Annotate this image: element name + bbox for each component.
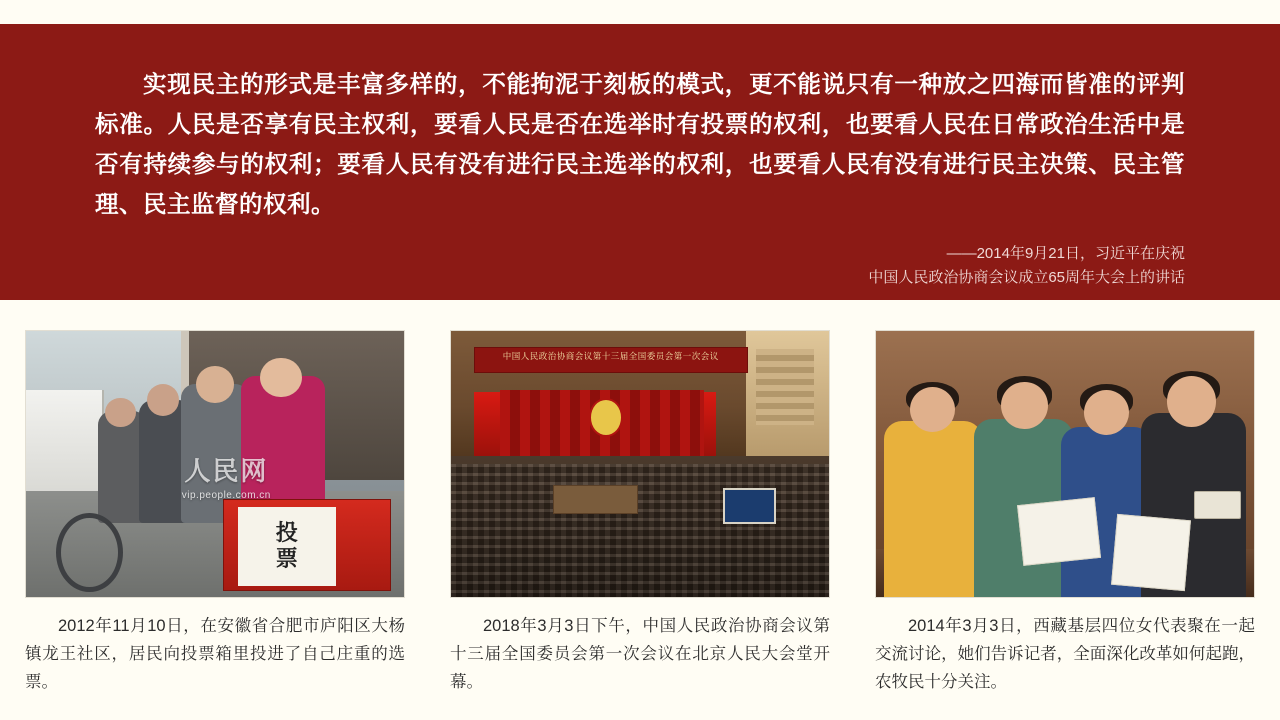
photo-wheelchair-wheel <box>56 513 123 592</box>
photo-telephone <box>1194 491 1241 520</box>
photo-caption: 2012年11月10日，在安徽省合肥市庐阳区大杨镇龙王社区，居民向投票箱里投进了自己庄重的选票。 <box>25 617 405 691</box>
photo-document-sheet <box>1111 514 1191 591</box>
quote-text: 实现民主的形式是丰富多样的，不能拘泥于刻板的模式，更不能说只有一种放之四海而皆准的评判标准。人民是否享有民主权利，要看人民是否在选举时有投票的权利，也要看人民在日常政治生活中是否有持续参与的权利；要看人民有没有进行民主选举的权利，也要看人民有没有进行民主决策、民主管理、民主监督的权利。 <box>95 71 1185 217</box>
quote-attribution <box>95 242 1185 290</box>
photo-caption: 2018年3月3日下午，中国人民政治协商会议第十三届全国委员会第一次会议在北京人民大会堂开幕。 <box>450 617 830 691</box>
photo-delegate-seats <box>451 464 829 597</box>
photo-card <box>875 330 1255 696</box>
photo-podium <box>553 485 638 514</box>
photo-caption: 2014年3月3日，西藏基层四位女代表聚在一起交流讨论，她们告诉记者，全面深化改革如何起跑，农牧民十分关注。 <box>875 617 1255 691</box>
quote-attribution-line-1: ——2014年9月21日，习近平在庆祝 <box>946 245 1185 262</box>
quote-attribution-line-2: 中国人民政治协商会议成立65周年大会上的讲话 <box>868 269 1185 286</box>
photo-tibet-delegates[interactable] <box>875 330 1255 598</box>
photo-voting-box[interactable] <box>25 330 405 598</box>
photo-card <box>450 330 830 696</box>
ballot-box-label-char-1: 投 <box>275 520 298 546</box>
photo-person-head <box>1084 390 1129 435</box>
watermark-text: 人民网 <box>184 455 269 486</box>
photo-side-wall <box>746 331 829 459</box>
photo-person-head <box>1001 382 1048 430</box>
ballot-box-label <box>238 507 336 587</box>
photo-person-head <box>147 384 179 416</box>
photo-card <box>25 330 405 696</box>
photo-cppcc-opening[interactable] <box>450 330 830 598</box>
photo-person-head <box>260 358 302 398</box>
watermark-url: vip.people.com.cn <box>181 489 271 501</box>
photo-card-list <box>0 330 1280 696</box>
watermark <box>139 451 313 501</box>
photo-person-head <box>1167 376 1216 427</box>
national-emblem-icon <box>591 400 621 435</box>
photo-document-sheet <box>1017 497 1100 565</box>
photo-person-head <box>105 398 135 427</box>
photo-person <box>884 421 982 597</box>
stage-banner: 中国人民政治协商会议第十三届全国委员会第一次会议 <box>474 347 748 373</box>
quote-banner <box>0 24 1280 300</box>
photo-person-head <box>196 366 234 403</box>
ballot-box-label-char-2: 票 <box>275 546 298 572</box>
photo-display-screen <box>723 488 776 524</box>
